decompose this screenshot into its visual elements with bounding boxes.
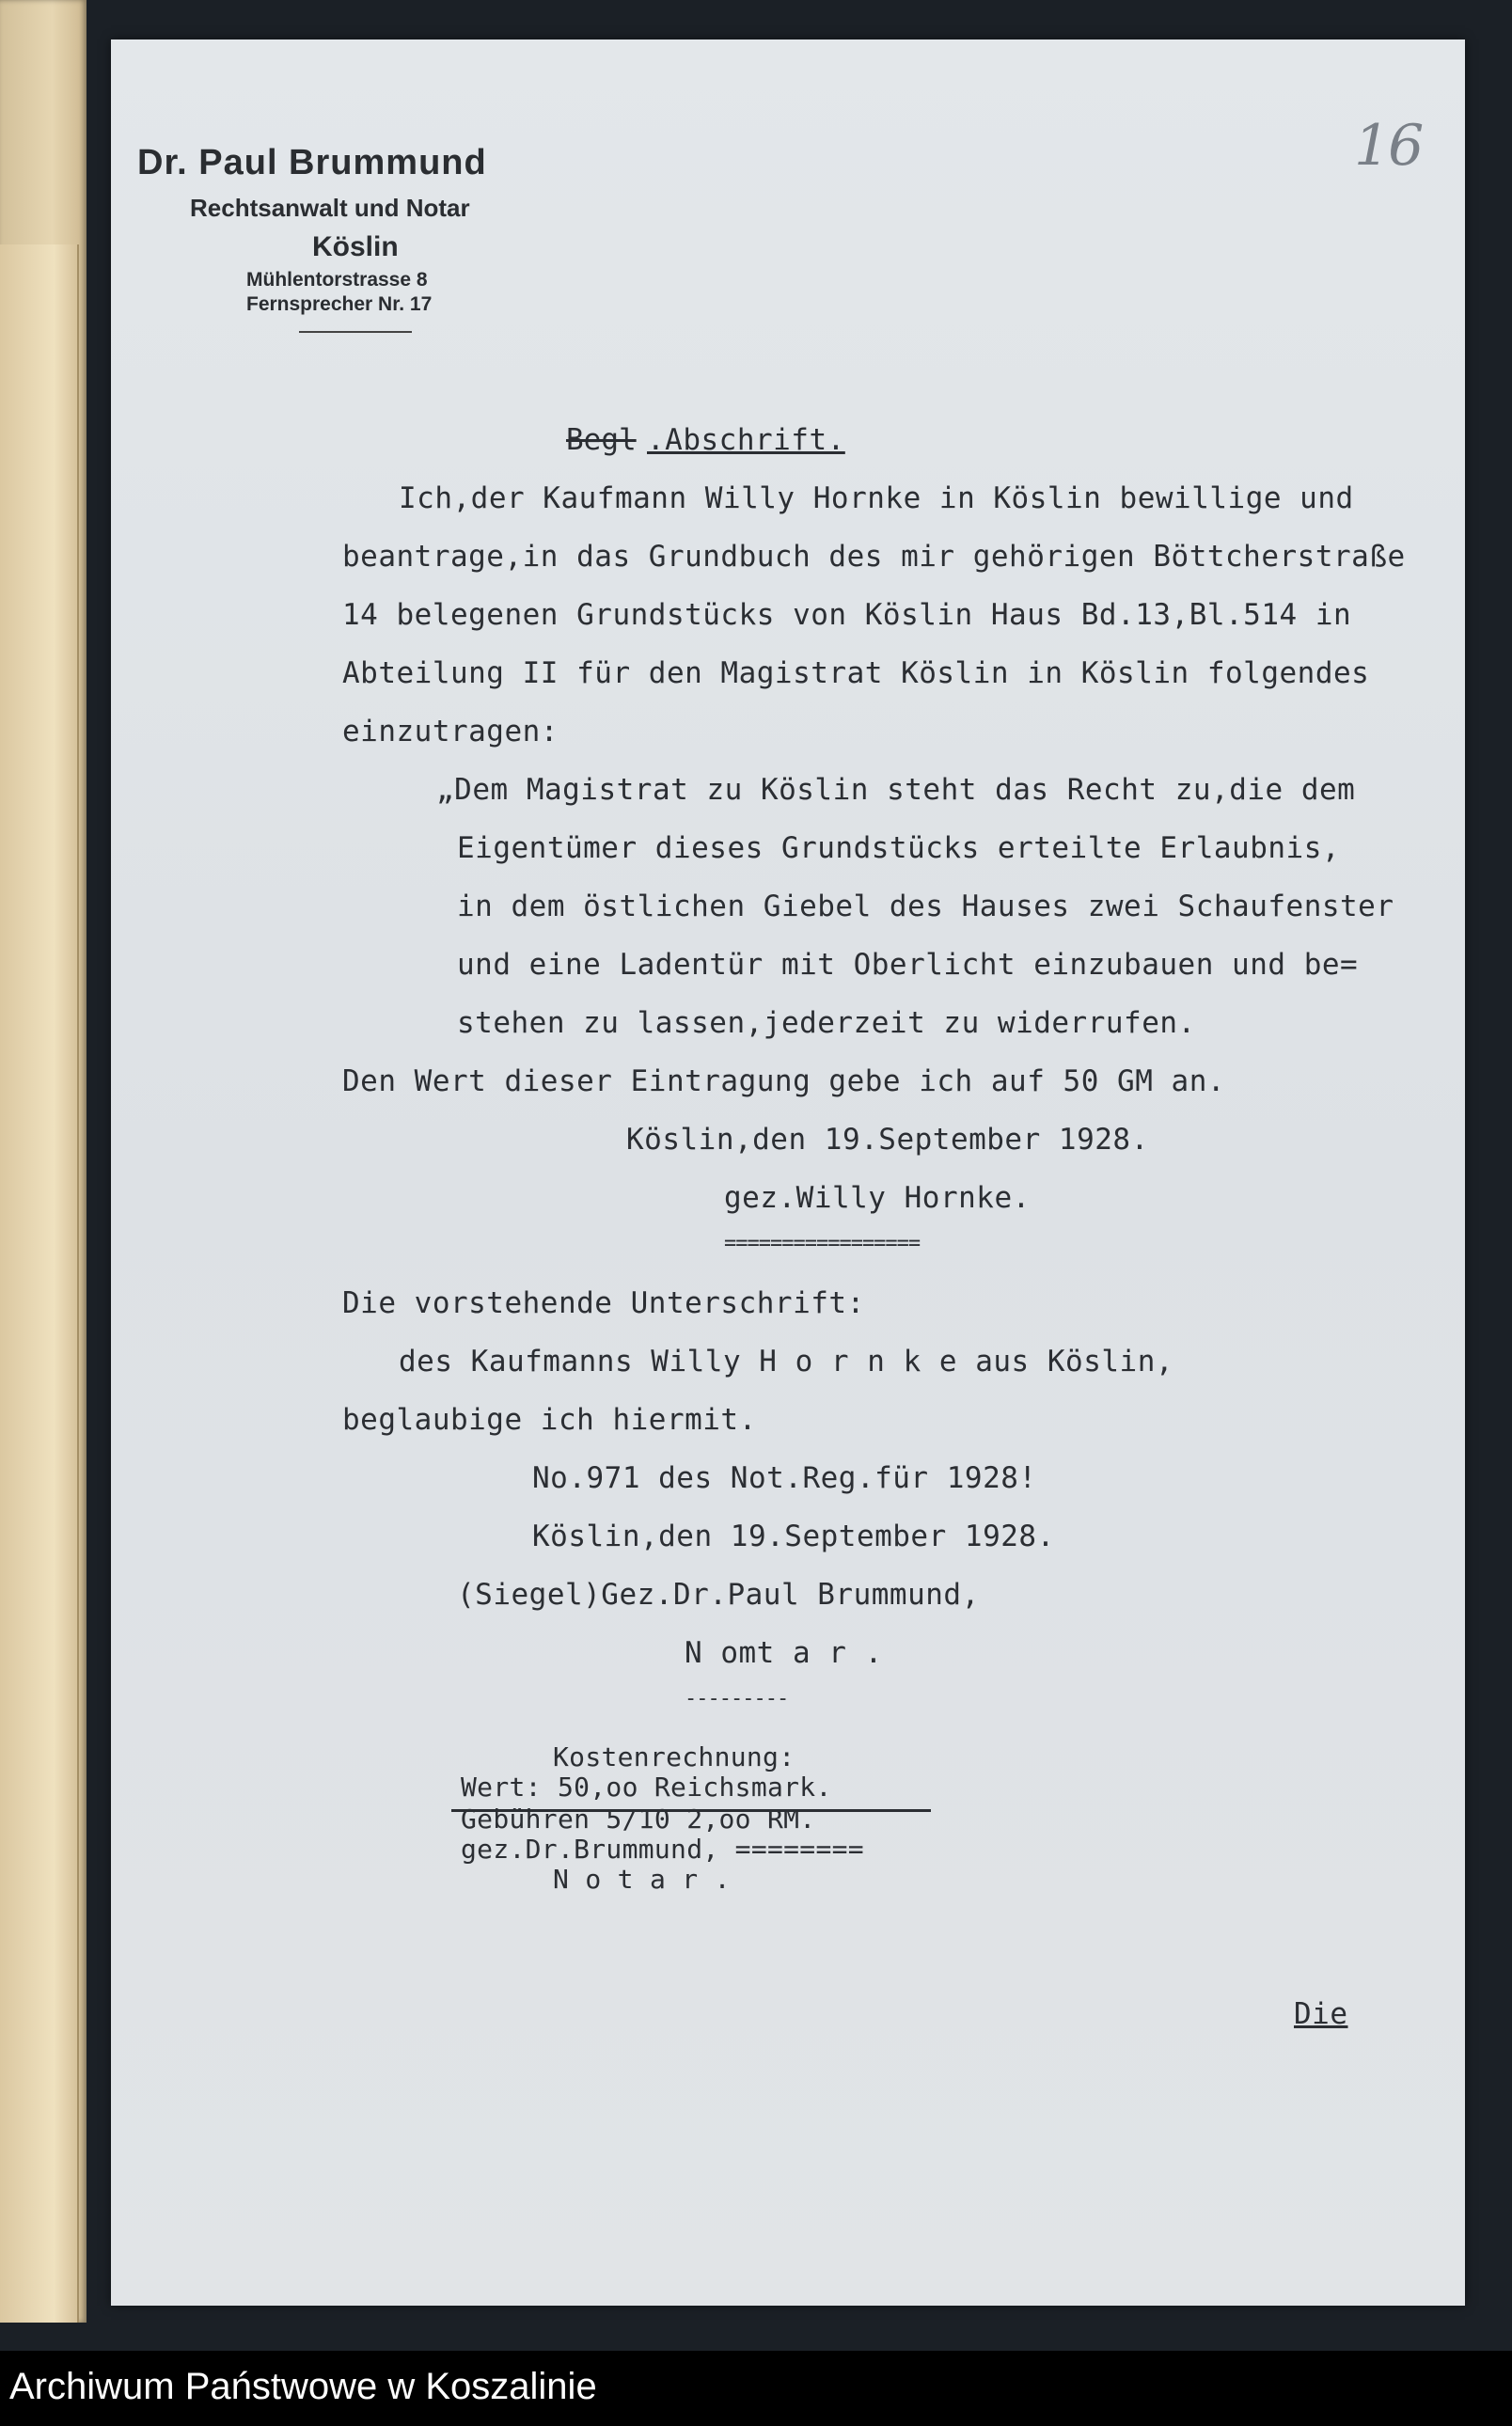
letterhead-title: Rechtsanwalt und Notar: [190, 194, 470, 222]
separator-line: =================: [724, 1232, 921, 1255]
cost-heading: Kostenrechnung:: [553, 1741, 795, 1772]
value-line: Den Wert dieser Eintragung gebe ich auf 50 GM an.: [342, 1064, 1226, 1098]
quote-line: und eine Ladentür mit Oberlicht einzubauen und be=: [457, 948, 1359, 982]
quote-line: Eigentümer dieses Grundstücks erteilte Erlaubnis,: [457, 831, 1341, 865]
certification-line: Die vorstehende Unterschrift:: [342, 1286, 865, 1320]
letterhead-phone: Fernsprecher Nr. 17: [246, 293, 433, 315]
letterhead-city: Köslin: [312, 231, 399, 262]
body-line: Abteilung II für den Magistrat Köslin in Köslin folgendes: [342, 656, 1370, 690]
body-line: Ich,der Kaufmann Willy Hornke in Köslin bewillige und: [399, 481, 1354, 515]
certification-line: des Kaufmanns Willy H o r n k e aus Köslin,: [399, 1345, 1174, 1378]
cost-signature-line: gez.Dr.Brummund, ========: [461, 1834, 864, 1865]
register-line: No.971 des Not.Reg.für 1928!: [532, 1461, 1037, 1495]
handwritten-page-number: 16: [1354, 113, 1423, 179]
body-line: einzutragen:: [342, 715, 559, 748]
underlying-sheet-edge: [0, 244, 79, 2323]
letterhead-name: Dr. Paul Brummund: [137, 143, 487, 182]
heading-struck-text: Begl: [566, 423, 637, 457]
certification-line: beglaubige ich hiermit.: [342, 1403, 757, 1437]
document-heading: .Abschrift.: [647, 423, 845, 457]
separator-line: ---------: [685, 1687, 789, 1710]
body-line: beantrage,in das Grundbuch des mir gehörigen Böttcherstraße: [342, 540, 1406, 574]
seal-signature-line: (Siegel)Gez.Dr.Paul Brummund,: [457, 1578, 980, 1612]
document-page: [111, 39, 1465, 2306]
archive-name: Archiwum Państwowe w Koszalinie: [9, 2366, 597, 2407]
quote-line: stehen zu lassen,jederzeit zu widerrufen.: [457, 1006, 1196, 1040]
quote-line: in dem östlichen Giebel des Hauses zwei Schaufenster: [457, 890, 1394, 923]
cost-notar-line: N o t a r .: [553, 1864, 731, 1895]
continuation-word: Die: [1294, 1997, 1348, 2031]
date-line: Köslin,den 19.September 1928.: [626, 1123, 1149, 1157]
letterhead-rule: [299, 331, 412, 333]
notar-line: N omt a r .: [685, 1636, 883, 1670]
quote-line: „Dem Magistrat zu Köslin steht das Recht zu,die dem: [436, 773, 1356, 807]
body-line: 14 belegenen Grundstücks von Köslin Haus Bd.13,Bl.514 in: [342, 598, 1352, 632]
cost-value-line: Wert: 50,oo Reichsmark.: [461, 1772, 832, 1803]
certification-date-line: Köslin,den 19.September 1928.: [532, 1520, 1055, 1553]
signature-line: gez.Willy Hornke.: [724, 1181, 1031, 1215]
archive-footer: [0, 2351, 1512, 2426]
letterhead-street: Mühlentorstrasse 8: [246, 269, 428, 291]
cost-fees-line: Gebühren 5/10 2,oo RM.: [461, 1804, 816, 1835]
